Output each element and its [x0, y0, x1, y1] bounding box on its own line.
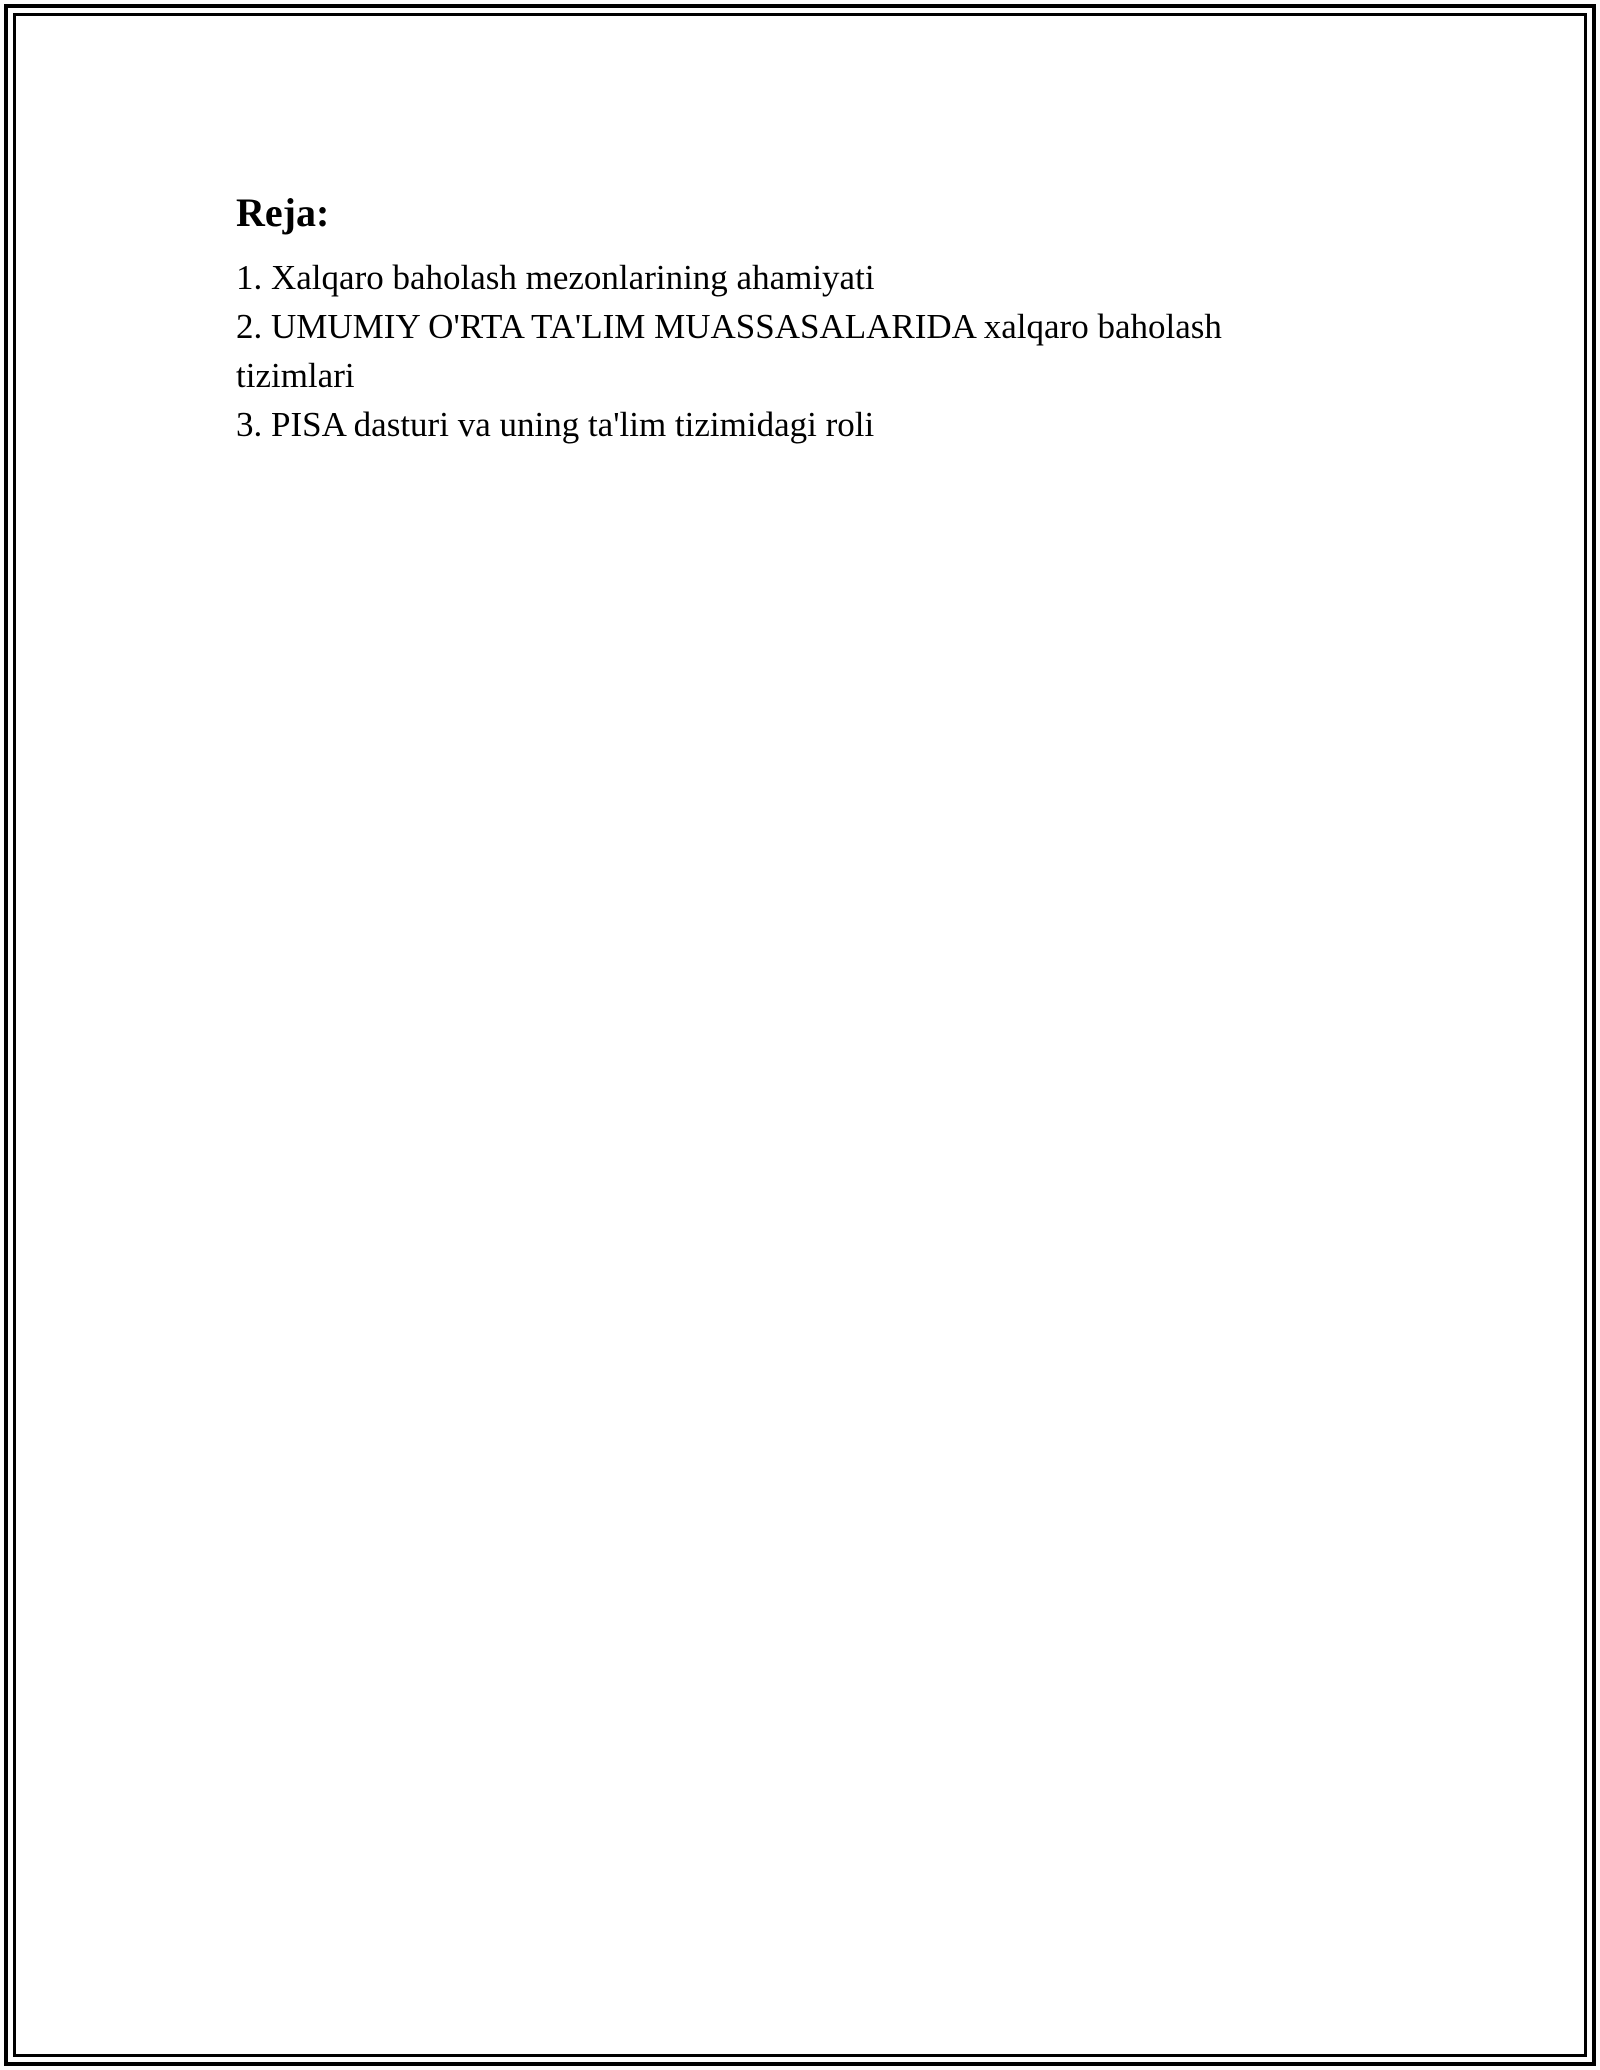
- plan-item-2: 2. UMUMIY O'RTA TA'LIM MUASSASALARIDA xalqaro baholash tizimlari: [236, 307, 1222, 395]
- plan-list: [236, 253, 1336, 449]
- plan-item-1: 1. Xalqaro baholash mezonlarining ahamiyati: [236, 258, 875, 297]
- plan-heading: Reja:: [236, 190, 330, 235]
- page-content: [236, 185, 1336, 449]
- plan-item-3: 3. PISA dasturi va uning ta'lim tizimidagi roli: [236, 405, 875, 444]
